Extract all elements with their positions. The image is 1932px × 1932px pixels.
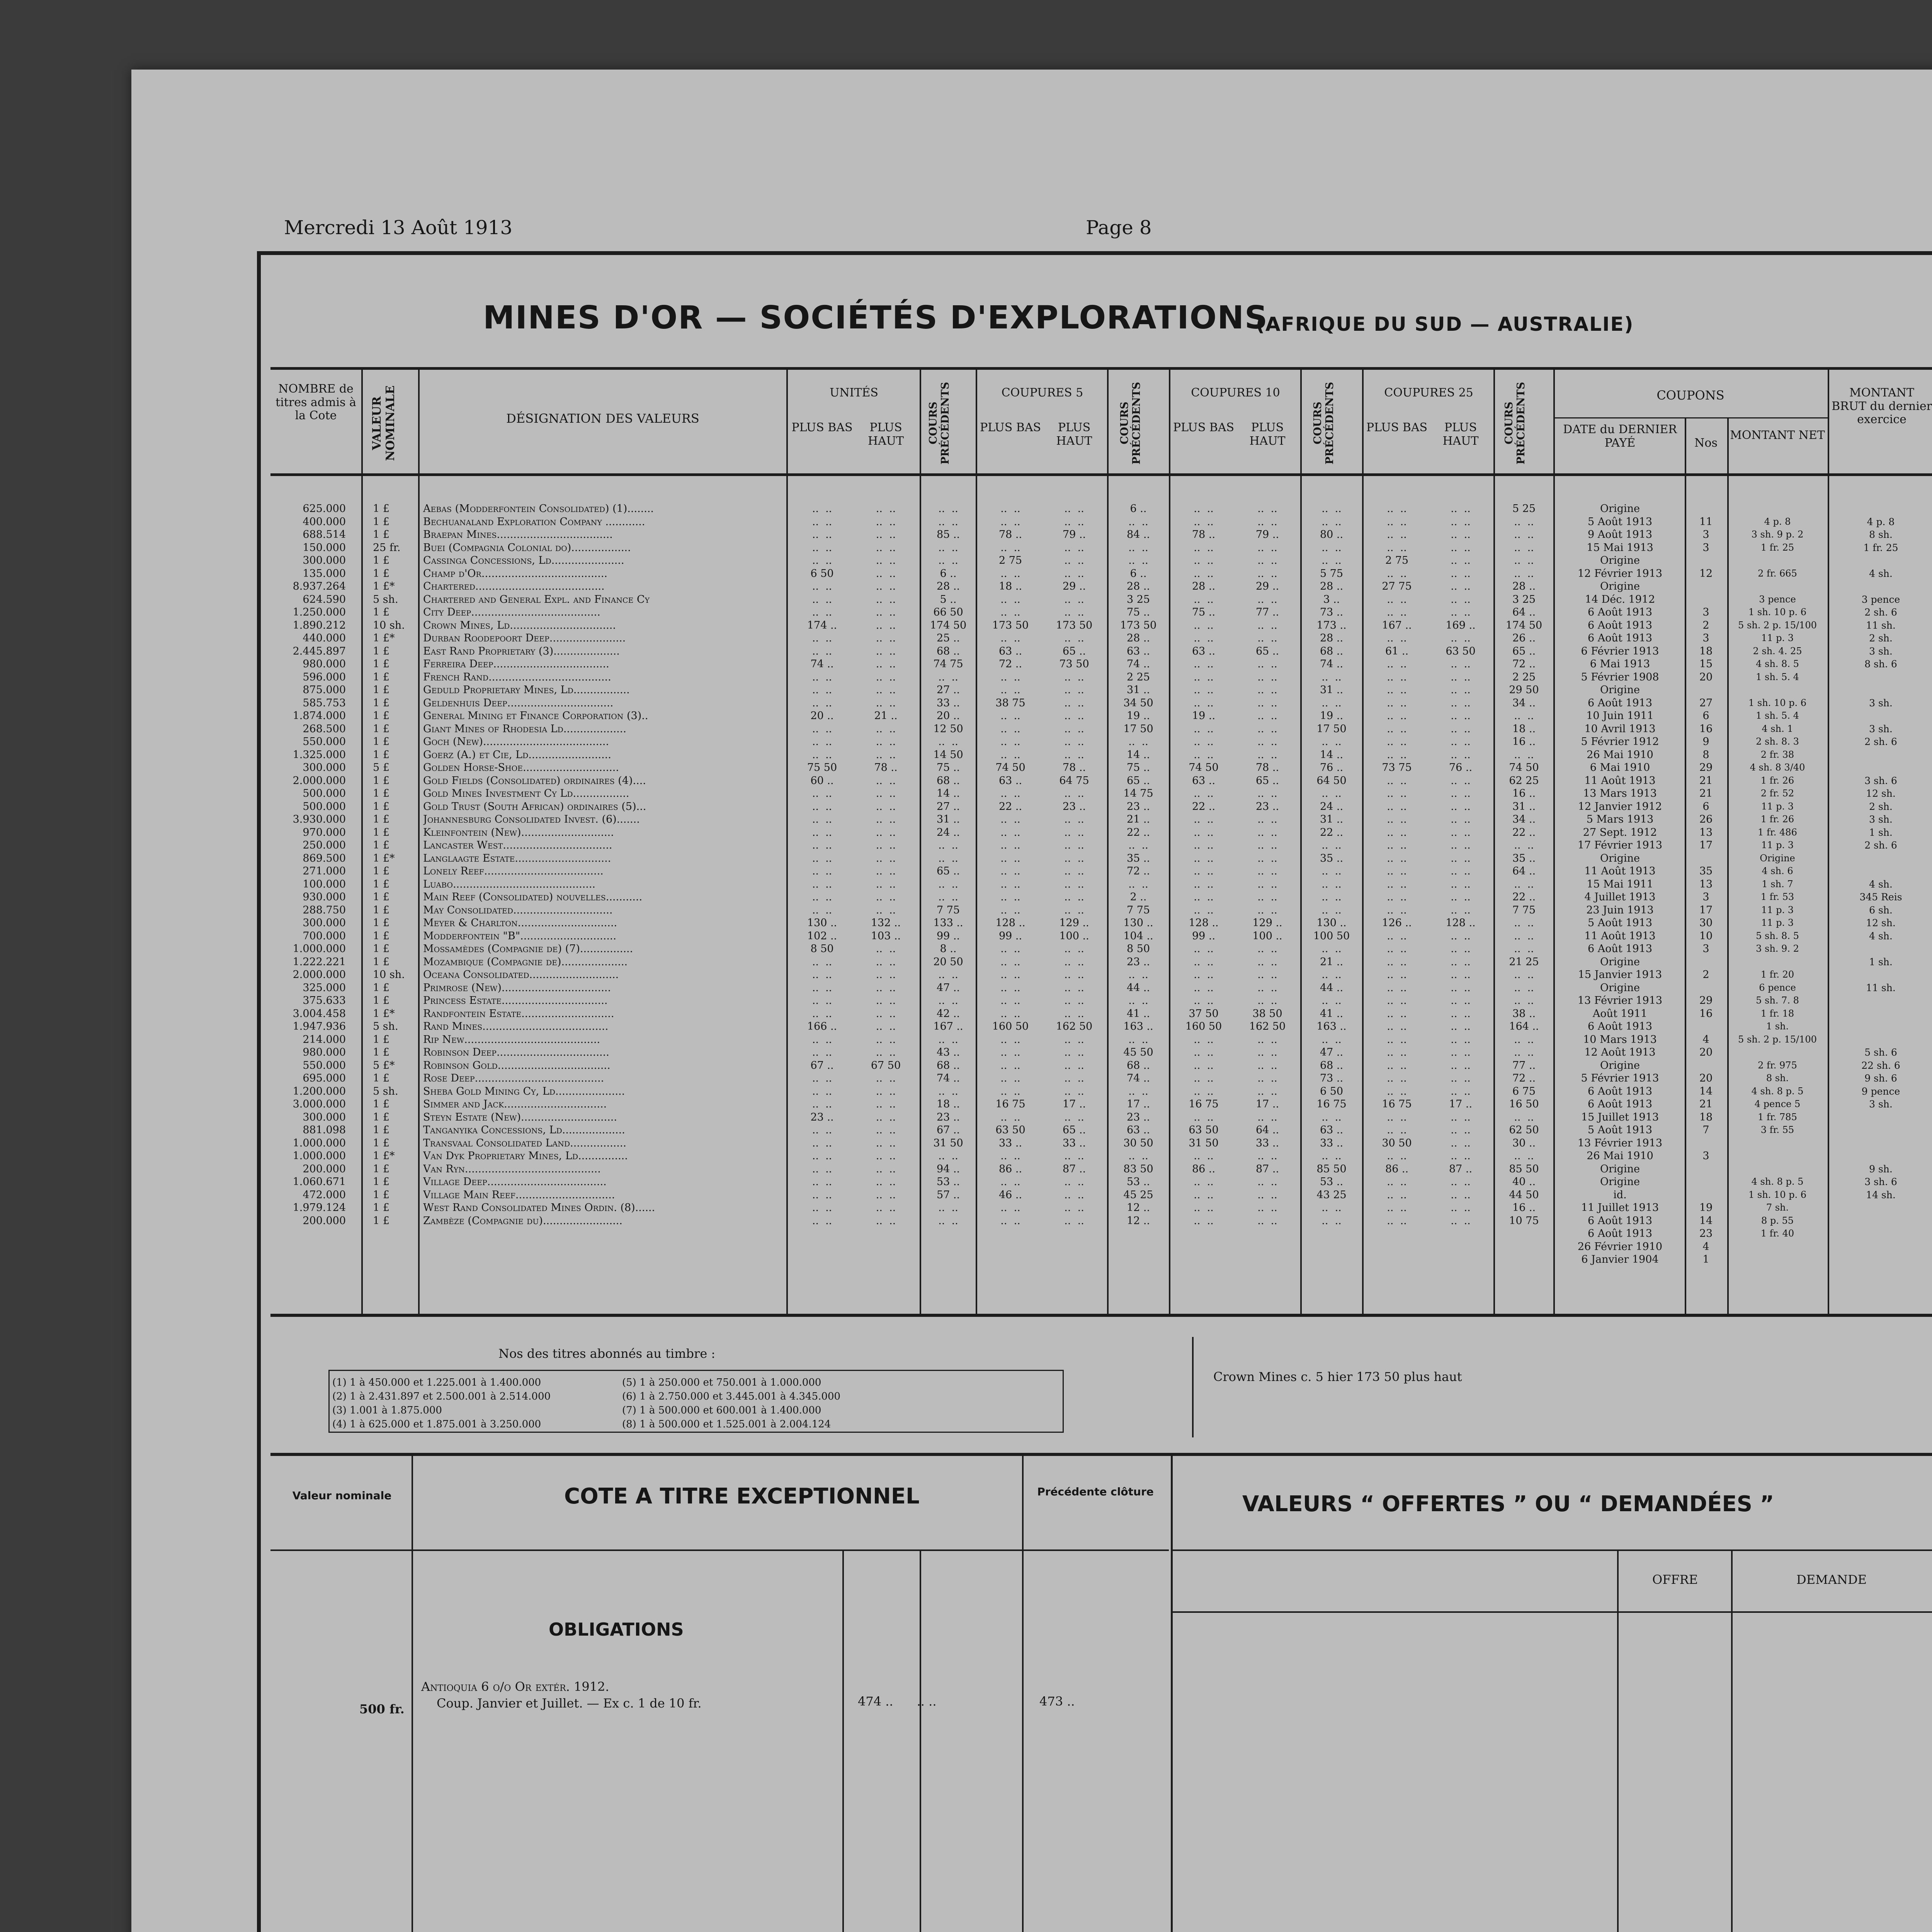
- col-rule: [786, 367, 788, 1314]
- cours-10-column: .. .. .. .. 80 .. .. .. .. .. 5 75 28 .. 3 .. 73 .. 173 .. 28 .. 68 .. 74 .. .. .. 31 .. .. .. 19 .. 17 50 .. .. 14 .. 76 .. 64 50 .. .. 24 .. 31 .. 22 .. .. .. 35 .. .. .. .. .. .. .. .. .. 130 .. 100 50 .. .. 21 .. .. .. 44 .. .. .. 41 .. 163 .. .. .. 47 .. 68 .. 73 .. 6 50 16 75 .. .. 63 .. 33 .. .. .. 85 50 53 .. 43 25 .. .. .. ..: [1313, 503, 1350, 1227]
- exception-row-price: 474 .. .. ..: [858, 1694, 937, 1709]
- table-header-rule: [270, 473, 1932, 476]
- offered-subheader-rule: [1173, 1611, 1932, 1613]
- col-nombre-header: NOMBRE de titres admis à la Cote: [276, 382, 356, 422]
- page-date: Mercredi 13 Août 1913: [284, 216, 513, 239]
- exception-col-rule: [920, 1549, 921, 1932]
- cours-25-column: 5 25 .. .. .. .. .. .. .. .. .. .. 28 .. 3 25 64 .. 174 50 26 .. 65 .. 72 .. 2 25 29 50 34 .. .. .. 18 .. 16 .. .. .. 74 50 62 25 16 .. 31 .. 34 .. 22 .. .. .. 35 .. 64 .. .. .. 22 .. 7 75 .. .. .. .. .. .. 21 25 .. .. .. .. .. .. 38 .. 164 .. .. .. .. .. 77 .. 72 .. 6 75 16 50 .. .. 62 50 30 .. .. .. 85 50 40 .. 44 50 16 .. 10 75: [1505, 503, 1543, 1227]
- cours-unites-column: .. .. .. .. 85 .. .. .. .. .. 6 .. 28 .. 5 .. 66 50 174 50 25 .. 68 .. 74 75 .. .. 27 .. 33 .. 20 .. 12 50 .. .. 14 50 75 .. 68 .. 14 .. 27 .. 31 .. 24 .. .. .. .. .. 65 .. .. .. .. .. 7 75 133 .. 99 .. 8 .. 20 50 .. .. 47 .. .. .. 42 .. 167 .. .. .. 43 .. 68 .. 74 .. .. .. 18 .. 23 .. 67 .. 31 50 .. .. 94 .. 53 .. 57 .. .. .. .. ..: [930, 503, 967, 1227]
- col-rule: [418, 367, 420, 1314]
- table-bottom-rule: [270, 1314, 1932, 1317]
- valeur-nominale-header: Valeur nominale: [292, 1489, 392, 1502]
- exception-col-rule: [412, 1456, 413, 1932]
- coupon-date-header: DATE du DERNIER PAYÉ: [1563, 423, 1677, 450]
- col-rule: [1362, 367, 1364, 1314]
- section-rule: [270, 1453, 1932, 1456]
- valeur-column: 1 £ 1 £ 1 £ 25 fr. 1 £ 1 £ 1 £* 5 sh. 1 £ 10 sh. 1 £* 1 £ 1 £ 1 £ 1 £ 1 £ 1 £ 1 £ 1 £ 1 £ 5 £ 1 £ 1 £ 1 £ 1 £ 1 £ 1 £ 1 £* 1 £ 1 £ 1 £ 1 £ 1 £ 1 £ 1 £ 1 £ 10 sh. 1 £ 1 £ 1 £* 5 sh. 1 £ 1 £ 5 £* 1 £ 5 sh. 1 £ 1 £ 1 £ 1 £ 1 £* 1 £ 1 £ 1 £ 1 £ 1 £: [373, 503, 405, 1227]
- cours-u-header: COURS PRÉCÉDENTS: [927, 382, 951, 464]
- col-rule: [920, 367, 921, 1314]
- cours-25-header: COURS PRÉCÉDENTS: [1503, 382, 1527, 464]
- c5-haut-column: .. .. .. .. 79 .. .. .. .. .. .. .. 29 .. .. .. .. .. 173 50 .. .. 65 .. 73 50 .. .. .. .. .. .. .. .. .. .. .. .. .. .. 78 .. 64 75 .. .. 23 .. .. .. .. .. .. .. .. .. .. .. .. .. .. .. .. .. 129 .. 100 .. .. .. .. .. .. .. .. .. .. .. .. .. 162 50 .. .. .. .. .. .. .. .. .. .. 17 .. .. .. 65 .. 33 .. .. .. 87 .. .. .. .. .. .. .. .. ..: [1056, 503, 1093, 1227]
- col-rule: [1553, 367, 1555, 1314]
- frame-left: [257, 251, 261, 1932]
- crown-mines-note: Crown Mines c. 5 hier 173 50 plus haut: [1213, 1369, 1462, 1384]
- exception-row-value: 500 fr.: [359, 1702, 405, 1716]
- coupon-no-column: 11 3 3 12 3 2 3 18 15 20 27 6 16 9 8 29 21 21 6 26 13 17 35 13 3 17 30 10 3 2 29 16 4 20 20 14 21 18 7 3 19 14 23 4 1: [1699, 515, 1713, 1265]
- footnote-title: Nos des titres abonnés au timbre :: [498, 1346, 716, 1361]
- cours-5-column: 6 .. .. .. 84 .. .. .. .. .. 6 .. 28 .. 3 25 75 .. 173 50 28 .. 63 .. 74 .. 2 25 31 .. 34 50 19 .. 17 50 .. .. 14 .. 75 .. 65 .. 14 75 23 .. 21 .. 22 .. .. .. 35 .. 72 .. .. .. 2 .. 7 75 130 .. 104 .. 8 50 23 .. .. .. 44 .. .. .. 41 .. 163 .. .. .. 45 50 68 .. 74 .. .. .. 17 .. 23 .. 63 .. 30 50 .. .. 83 50 53 .. 45 25 12 .. 12 ..: [1120, 503, 1157, 1227]
- unites-bas-column: .. .. .. .. .. .. .. .. .. .. 6 50 .. .. .. .. .. .. 174 .. .. .. .. .. 74 .. .. .. .. .. .. .. 20 .. .. .. .. .. .. .. 75 50 60 .. .. .. .. .. .. .. .. .. .. .. .. .. .. .. .. .. .. .. .. .. 130 .. 102 .. 8 50 .. .. .. .. .. .. .. .. .. .. 166 .. .. .. .. .. 67 .. .. .. .. .. .. .. 23 .. .. .. .. .. .. .. .. .. .. .. .. .. .. .. .. ..: [807, 503, 837, 1227]
- unites-bas-header: PLUS BAS: [791, 421, 853, 434]
- unites-haut-header: PLUS HAUT: [867, 421, 904, 448]
- exception-col-rule: [1022, 1456, 1024, 1932]
- col-coupures25-header: COUPURES 25: [1384, 386, 1473, 400]
- coupon-net-header: MONTANT NET: [1730, 429, 1825, 442]
- table-top-rule: [270, 367, 1932, 370]
- col-rule: [976, 367, 977, 1314]
- unites-haut-column: .. .. .. .. .. .. .. .. .. .. .. .. .. .. .. .. .. .. .. .. .. .. .. .. .. .. .. .. .. .. .. .. 21 .. .. .. .. .. .. .. 78 .. .. .. .. .. .. .. .. .. .. .. .. .. .. .. .. .. .. .. .. .. .. .. 132 .. 103 .. .. .. .. .. .. .. .. .. .. .. .. .. .. .. .. .. .. .. 67 50 .. .. .. .. .. .. .. .. .. .. .. .. .. .. .. .. .. .. .. .. .. .. .. ..: [871, 503, 901, 1227]
- col-rule: [1685, 417, 1686, 1314]
- offered-col-rule: [1731, 1549, 1733, 1932]
- montant-brut-column: 4 p. 8 8 sh. 1 fr. 25 4 sh. 3 pence 2 sh. 6 11 sh. 2 sh. 3 sh. 8 sh. 6 3 sh. 3 sh. 2 sh. 6 3 sh. 6 12 sh. 2 sh. 3 sh. 1 sh. 2 sh. 6 4 sh. 345 Reis 6 sh. 12 sh. 4 sh. 1 sh. 11 sh. 5 sh. 6 22 sh. 6 9 sh. 6 9 pence 3 sh. 9 sh. 3 sh. 6 14 sh.: [1859, 516, 1902, 1201]
- c25-haut-header: PLUS HAUT: [1442, 421, 1479, 448]
- col-rule: [1493, 367, 1495, 1314]
- footnotes-right: (5) 1 à 250.000 et 750.001 à 1.000.000 (6) 1 à 2.750.000 et 3.445.001 à 4.345.000 (7) 1 à 500.000 et 600.001 à 1.400.000 (8) 1 à 500.000 et 1.525.001 à 2.004.124: [622, 1377, 841, 1430]
- exception-col-rule: [842, 1549, 844, 1932]
- col-unites-header: UNITÉS: [830, 386, 878, 400]
- frame-top: [257, 251, 1932, 255]
- offered-col-rule: [1617, 1549, 1619, 1932]
- precedente-cloture-header: Précédente clôture: [1037, 1485, 1154, 1498]
- footnote-box-top: [328, 1370, 1063, 1371]
- coupon-net-column: 4 p. 8 3 sh. 9 p. 2 1 fr. 25 2 fr. 665 3 pence 1 sh. 10 p. 6 5 sh. 2 p. 15/100 11 p. 3 2 sh. 4. 25 4 sh. 8. 5 1 sh. 5. 4 1 sh. 10 p. 6 1 sh. 5. 4 4 sh. 1 2 sh. 8. 3 2 fr. 38 4 sh. 8 3/40 1 fr. 26 2 fr. 52 11 p. 3 1 fr. 26 1 fr. 486 11 p. 3 Origine 4 sh. 6 1 sh. 7 1 fr. 53 11 p. 3 11 p. 3 5 sh. 8. 5 3 sh. 9. 2 1 fr. 20 6 pence 5 sh. 7. 8 1 fr. 18 1 sh. 5 sh. 2 p. 15/100 2 fr. 975 8 sh. 4 sh. 8 p. 5 4 pence 5 1 fr. 785 3 fr. 55 4 sh. 8 p. 5 1 sh. 10 p. 6 7 sh. 8 p. 55 1 fr. 40: [1738, 516, 1817, 1239]
- col-rule: [1107, 367, 1109, 1314]
- footnote-box-bottom: [328, 1432, 1064, 1433]
- c10-haut-column: .. .. .. .. 79 .. .. .. .. .. .. .. 29 .. .. .. 77 .. .. .. .. .. 65 .. .. .. .. .. .. .. .. .. .. .. .. .. .. .. .. .. 78 .. 65 .. .. .. 23 .. .. .. .. .. .. .. .. .. .. .. .. .. .. .. .. .. 129 .. 100 .. .. .. .. .. .. .. .. .. .. .. 38 50 162 50 .. .. .. .. .. .. .. .. .. .. 17 .. .. .. 64 .. 33 .. .. .. 87 .. .. .. .. .. .. .. .. ..: [1249, 503, 1286, 1227]
- col-rule: [361, 367, 363, 1314]
- exception-row-detail: Coup. Janvier et Juillet. — Ex c. 1 de 10 fr.: [437, 1696, 702, 1711]
- exception-row-previous: 473 ..: [1039, 1694, 1075, 1709]
- c10-bas-header: PLUS BAS: [1173, 421, 1235, 434]
- demande-header: DEMANDE: [1796, 1572, 1867, 1587]
- designation-column: Aebas (Modderfontein Consolidated) (1)........ Bechuanaland Exploration Company ............ Braepan Mines................................... Buei (Compagnia Colonial do).................. Cassinga Concessions, Ld...................... Champ d'Or...................................... Chartered....................................... Chartered and General Expl. and Finance Cy City Deep....................................... Crown Mines, Ld................................ Durban Roodepoort Deep....................... East Rand Proprietary (3).................... Ferreira Deep................................... French Rand..................................... Geduld Proprietary Mines, Ld................. Geldenhuis Deep................................ General Mining et Finance Corporation (3).. Giant Mines of Rhodesia Ld................... Goch (New)...................................... Goerz (A.) et Cie, Ld......................... Golden Horse-Shoe............................. Gold Fields (Consolidated) ordinaires (4).... Gold Mines Investment Cy Ld................. Gold Trust (South African) ordinaires (5)... Johannesburg Consolidated Invest. (6)....... Kleinfontein (New)............................ Lancaster West................................. Langlaagte Estate............................. Lonely Reef.................................... Luabo........................................... Main Reef (Consolidated) nouvelles........... May Consolidated.............................. Meyer & Charlton.............................. Modderfontein "B"............................. Mossamèdes (Compagnie de) (7)................ Mozambique (Compagnie de).................... Oceana Consolidated........................... Primrose (New)................................. Princess Estate................................ Randfontein Estate............................ Rand Mines...................................... Rip New......................................... Robinson Deep.................................. Robinson Gold.................................. Rose Deep....................................... Sheba Gold Mining Cy, Ld..................... Simmer and Jack............................... Steyn Estate (New)............................. Tanganyika Concessions, Ld................... Transvaal Consolidated Land................. Van Dyk Proprietary Mines, Ld............... Van Ryn......................................... Village Deep.................................... Village Main Reef.............................. West Rand Consolidated Mines Ordin. (8)...... Zambèze (Compagnie du)........................: [423, 503, 655, 1227]
- footnote-box-right: [1063, 1370, 1064, 1432]
- cours-5-header: COURS PRÉCÉDENTS: [1119, 382, 1143, 464]
- exception-title: COTE A TITRE EXCEPTIONNEL: [564, 1484, 920, 1509]
- c25-bas-column: .. .. .. .. .. .. .. .. 2 75 .. .. 27 75 .. .. .. .. 167 .. .. .. 61 .. .. .. .. .. .. .. .. .. .. .. .. .. .. .. .. .. 73 75 .. .. .. .. .. .. .. .. .. .. .. .. .. .. .. .. .. .. .. .. .. .. 126 .. .. .. .. .. .. .. .. .. .. .. .. .. .. .. .. .. .. .. .. .. .. .. .. .. .. .. 16 75 .. .. .. .. 30 50 .. .. 86 .. .. .. .. .. .. .. .. ..: [1382, 503, 1412, 1227]
- col-valeur-header: VALEUR NOMINALE: [370, 385, 397, 461]
- col-coupons-header: COUPONS: [1656, 388, 1725, 403]
- page-number: Page 8: [1086, 216, 1152, 239]
- mines-title: MINES D'OR — SOCIÉTÉS D'EXPLORATIONS: [483, 299, 1269, 336]
- mines-subtitle: (AFRIQUE DU SUD — AUSTRALIE): [1256, 313, 1634, 335]
- exception-header-rule: [270, 1549, 1169, 1551]
- c25-bas-header: PLUS BAS: [1366, 421, 1428, 434]
- nombre-column: 625.000 400.000 688.514 150.000 300.000 135.000 8.937.264 624.590 1.250.000 1.890.212 440.000 2.445.897 980.000 596.000 875.000 585.753 1.874.000 268.500 550.000 1.325.000 300.000 2.000.000 500.000 500.000 3.930.000 970.000 250.000 869.500 271.000 100.000 930.000 288.750 300.000 700.000 1.000.000 1.222.221 2.000.000 325.000 375.633 3.004.458 1.947.936 214.000 980.000 550.000 695.000 1.200.000 3.000.000 300.000 881.098 1.000.000 1.000.000 200.000 1.060.671 472.000 1.979.124 200.000: [293, 503, 346, 1227]
- c25-haut-column: .. .. .. .. .. .. .. .. .. .. .. .. .. .. .. .. .. .. 169 .. .. .. 63 50 .. .. .. .. .. .. .. .. .. .. .. .. .. .. .. .. 76 .. .. .. .. .. .. .. .. .. .. .. .. .. .. .. .. .. .. .. .. .. .. .. 128 .. .. .. .. .. .. .. .. .. .. .. .. .. .. .. .. .. .. .. .. .. .. .. .. .. .. .. 17 .. .. .. .. .. .. .. .. .. 87 .. .. .. .. .. .. .. .. ..: [1446, 503, 1476, 1227]
- offered-title: VALEURS “ OFFERTES ” OU “ DEMANDÉES ”: [1242, 1492, 1774, 1517]
- c5-bas-header: PLUS BAS: [980, 421, 1041, 434]
- offered-header-rule: [1173, 1549, 1932, 1551]
- coupon-no-header: Nos: [1694, 436, 1718, 450]
- col-designation-header: DÉSIGNATION DES VALEURS: [506, 411, 699, 426]
- footnotes-left: (1) 1 à 450.000 et 1.225.001 à 1.400.000 (2) 1 à 2.431.897 et 2.500.001 à 2.514.000 (3) 1.001 à 1.875.000 (4) 1 à 625.000 et 1.875.001 à 3.250.000: [332, 1377, 551, 1430]
- obligations-heading: OBLIGATIONS: [549, 1619, 684, 1640]
- col-montant-brut-header: MONTANT BRUT du dernier exercice: [1832, 386, 1932, 426]
- section-divider: [1171, 1456, 1173, 1932]
- col-coupures10-header: COUPURES 10: [1191, 386, 1280, 400]
- exception-row-name: Antioquia 6 o/o Or extér. 1912.: [421, 1679, 609, 1694]
- cours-10-header: COURS PRÉCÉDENTS: [1312, 382, 1336, 464]
- note-divider: [1192, 1337, 1194, 1437]
- col-rule: [1300, 367, 1302, 1314]
- c5-bas-column: .. .. .. .. 78 .. .. .. 2 75 .. .. 18 .. .. .. .. .. 173 50 .. .. 63 .. 72 .. .. .. .. .. 38 75 .. .. .. .. .. .. .. .. 74 50 63 .. .. .. 22 .. .. .. .. .. .. .. .. .. .. .. .. .. .. .. .. .. 128 .. 99 .. .. .. .. .. .. .. .. .. .. .. .. .. 160 50 .. .. .. .. .. .. .. .. .. .. 16 75 .. .. 63 50 33 .. .. .. 86 .. .. .. 46 .. .. .. .. ..: [992, 503, 1029, 1227]
- col-rule: [1828, 367, 1829, 1314]
- c5-haut-header: PLUS HAUT: [1056, 421, 1092, 448]
- c10-bas-column: .. .. .. .. 78 .. .. .. .. .. .. .. 28 .. .. .. 75 .. .. .. .. .. 63 .. .. .. .. .. .. .. .. .. 19 .. .. .. .. .. .. .. 74 50 63 .. .. .. 22 .. .. .. .. .. .. .. .. .. .. .. .. .. .. .. .. .. 128 .. 99 .. .. .. .. .. .. .. .. .. .. .. 37 50 160 50 .. .. .. .. .. .. .. .. .. .. 16 75 .. .. 63 50 31 50 .. .. 86 .. .. .. .. .. .. .. .. ..: [1185, 503, 1222, 1227]
- coupons-sub-rule: [1553, 417, 1828, 418]
- footnote-box-left: [328, 1370, 330, 1432]
- coupon-date-column: Origine 5 Août 1913 9 Août 1913 15 Mai 1913 Origine 12 Février 1913 Origine 14 Déc. 1912 6 Août 1913 6 Août 1913 6 Août 1913 6 Février 1913 6 Mai 1913 5 Février 1908 Origine 6 Août 1913 10 Juin 1911 10 Avril 1913 5 Février 1912 26 Mai 1910 6 Mai 1910 11 Août 1913 13 Mars 1913 12 Janvier 1912 5 Mars 1913 27 Sept. 1912 17 Février 1913 Origine 11 Août 1913 15 Mai 1911 4 Juillet 1913 23 Juin 1913 5 Août 1913 11 Août 1913 6 Août 1913 Origine 15 Janvier 1913 Origine 13 Février 1913 Août 1911 6 Août 1913 10 Mars 1913 12 Août 1913 Origine 5 Février 1913 6 Août 1913 6 Août 1913 15 Juillet 1913 5 Août 1913 13 Février 1913 26 Mai 1910 Origine Origine id. 11 Juillet 1913 6 Août 1913 6 Août 1913 26 Février 1910 6 Janvier 1904: [1577, 503, 1663, 1265]
- c10-haut-header: PLUS HAUT: [1249, 421, 1286, 448]
- col-rule: [1169, 367, 1170, 1314]
- col-coupures5-header: COUPURES 5: [1001, 386, 1083, 400]
- offre-header: OFFRE: [1652, 1572, 1698, 1587]
